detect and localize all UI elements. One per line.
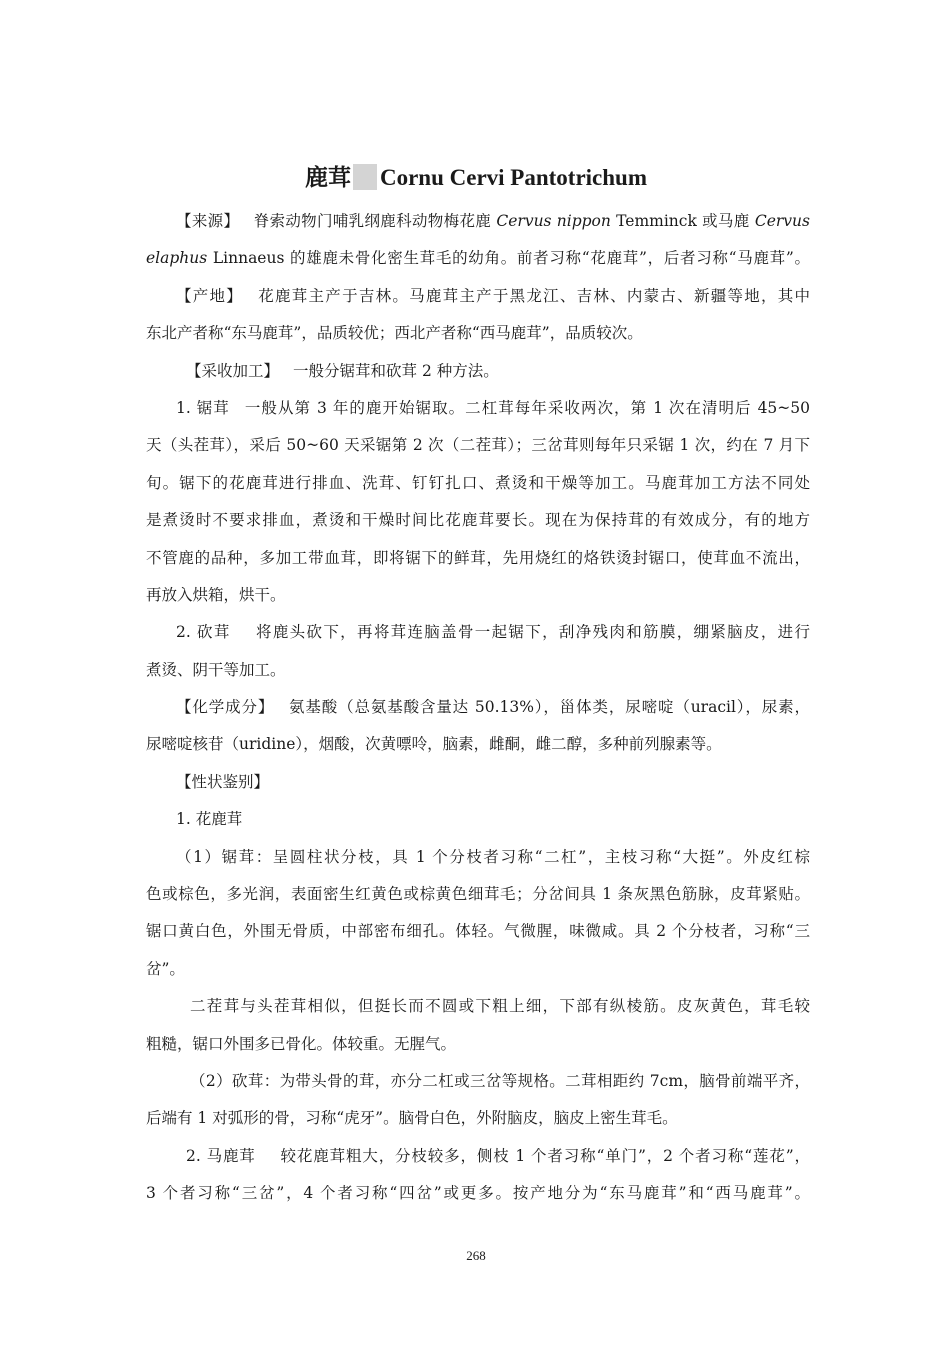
- latin-species-name: Cervus nippon: [496, 212, 611, 230]
- section-heading-identification: 【性状鉴别】: [176, 772, 270, 791]
- subheading-sika-antler: 1. 花鹿茸: [176, 810, 243, 829]
- text-line: 【采收加工】 一般分锯茸和砍茸 2 种方法。: [186, 361, 499, 380]
- text-line: 再放入烘箱，烘干。: [146, 585, 286, 604]
- text-line: 【产地】 花鹿茸主产于吉林。马鹿茸主产于黑龙江、吉林、内蒙古、新疆等地，其中: [176, 286, 810, 305]
- page-number: 268: [466, 1248, 486, 1263]
- title-chinese: 鹿茸: [304, 165, 351, 191]
- text-line: 不管鹿的品种，多加工带血茸，即将锯下的鲜茸，先用烧红的烙铁烫封锯口，使茸血不流出，: [146, 548, 810, 567]
- text-line: 尿嘧啶核苷（uridine），烟酸，次黄嘌呤，脑素，雌酮，雌二醇，多种前列腺素等。: [146, 735, 722, 754]
- page-title: [0, 160, 952, 196]
- title-latin: Cornu Cervi Pantotrichum: [379, 165, 648, 190]
- text-line: （1）锯茸：呈圆柱状分枝，具 1 个分枝者习称“二杠”，主枝习称“大挺”。外皮红棕: [176, 847, 810, 866]
- text-line: 东北产者称“东马鹿茸”，品质较优；西北产者称“西马鹿茸”，品质较次。: [146, 324, 643, 343]
- section-heading-origin: 【产地】: [176, 286, 244, 305]
- latin-species-name: elaphus: [146, 249, 208, 268]
- text-line: 锯口黄白色，外围无骨质，中部密布细孔。体轻。气微腥，味微咸。具 2 个分枝者，习称“三: [146, 922, 810, 941]
- latin-genus-name: Cervus: [754, 212, 810, 230]
- text-line: 3 个者习称“三岔”，4 个者习称“四岔”或更多。按产地分为“东马鹿茸”和“西马鹿茸”。: [146, 1184, 810, 1203]
- section-heading-source: 【来源】: [176, 212, 240, 230]
- text-line: 1. 锯茸 一般从第 3 年的鹿开始锯取。二杠茸每年采收两次，第 1 次在清明后 45~50: [176, 398, 811, 417]
- text-line: 2. 砍茸 将鹿头砍下，再将茸连脑盖骨一起锯下，刮净残肉和筋膜，绷紧脑皮，进行: [176, 623, 810, 642]
- text-line: 天（头茬茸），采后 50~60 天采锯第 2 次（二茬茸）；三岔茸则每年只采锯 1 次，约在 7 月下: [146, 436, 810, 455]
- text-line: 粗糙，锯口外围多已骨化。体较重。无腥气。: [146, 1034, 457, 1053]
- text-line: 后端有 1 对弧形的骨，习称“虎牙”。脑骨白色，外附脑皮，脑皮上密生茸毛。: [146, 1109, 678, 1128]
- text-line: 【来源】 脊索动物门哺乳纲鹿科动物梅花鹿 Cervus nippon Temminck 或马鹿 Cervus: [176, 212, 810, 230]
- subheading-red-deer-antler: 2. 马鹿茸: [186, 1146, 256, 1165]
- section-heading-chemistry: 【化学成分】: [176, 698, 275, 717]
- document-body: [146, 203, 810, 1213]
- title-highlight-block: [353, 164, 377, 190]
- text-line: （2）砍茸：为带头骨的茸，亦分二杠或三岔等规格。二茸相距约 7cm，脑骨前端平齐，: [190, 1071, 810, 1090]
- text-line: 旬。锯下的花鹿茸进行排血、洗茸、钉钉扎口、煮烫和干燥等加工。马鹿茸加工方法不同处: [146, 473, 810, 492]
- text-line: elaphus Linnaeus 的雄鹿未骨化密生茸毛的幼角。前者习称“花鹿茸”，后者习称“马鹿茸”。: [146, 249, 810, 268]
- subheading-cut-antler: 2. 砍茸: [176, 623, 231, 642]
- text-line: 煮烫、阴干等加工。: [146, 660, 286, 679]
- text-line: 是煮烫时不要求排血，煮烫和干燥时间比花鹿茸要长。现在为保持茸的有效成分，有的地方: [146, 511, 810, 530]
- text-line: 色或棕色，多光润，表面密生红黄色或棕黄色细茸毛；分岔间具 1 条灰黑色筋脉，皮茸紧贴。: [146, 885, 810, 904]
- text-line: 【化学成分】 氨基酸（总氨基酸含量达 50.13%），甾体类，尿嘧啶（uracil），尿素，: [176, 698, 810, 717]
- text-line: 二茬茸与头茬茸相似，但挺长而不圆或下粗上细，下部有纵棱筋。皮灰黄色，茸毛较: [190, 997, 810, 1016]
- text-line: 2. 马鹿茸 较花鹿茸粗大，分枝较多，侧枝 1 个者习称“单门”，2 个者习称“莲花”，: [186, 1146, 811, 1165]
- section-heading-harvest: 【采收加工】: [186, 361, 280, 380]
- subheading-sawn-antler: 1. 锯茸: [176, 398, 230, 417]
- text-line: 岔”。: [146, 959, 185, 978]
